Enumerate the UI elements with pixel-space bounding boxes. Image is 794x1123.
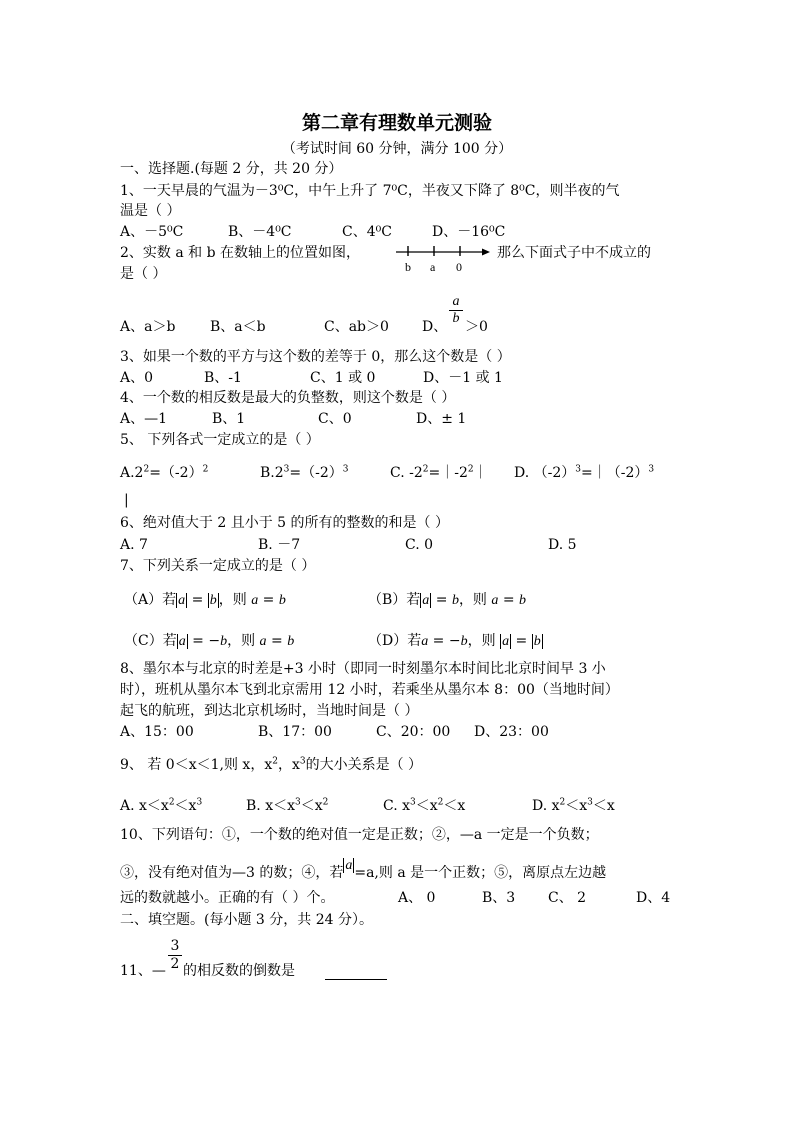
q2-option-d-label: D、 [422,319,448,335]
section-heading-choice: 一、选择题.(每题 2 分，共 20 分） [120,161,343,177]
q7-option-a: （A）若 a = b ，则 a = b [124,592,286,608]
number-line-arrow [482,249,490,256]
q5-option-b-label: B.2 [260,465,284,481]
q9-option-a: A. $x<x^2<x^3$ [120,797,203,814]
q5-option-b: $B.2^3=(-2)^3$ [260,464,349,481]
q2-option-d-suffix: ＞0 [465,319,488,335]
q2-option-c: C、ab＞0 [324,319,389,335]
q5-stem: 5、 下列各式一定成立的是（ ） [120,432,320,448]
q4-option-b: B、1 [212,411,246,427]
q9-option-d: D. $x^2<x^3<x$ [532,797,615,814]
q3-option-b: B、-1 [204,370,242,386]
q9-option-b-label: B. x＜x [246,798,295,814]
q8-stem: 8、墨尔本与北京的时差是+3 小时（即同一时刻墨尔本时间比北京时间早 3 小 [120,661,606,677]
q5-option-d-tail: | [124,492,129,508]
q7-option-d-pre: （D）若 [368,633,422,649]
q8-option-c: C、20：00 [376,724,451,740]
q11-fraction-numerator: 3 [168,938,182,956]
q3-option-d: D、－1 或 1 [423,370,503,386]
q9-option-c: C. $x^3<x^2<x$ [383,797,466,814]
q10-option-b: B、3 [482,890,516,906]
q10-option-c: C、 2 [548,890,587,906]
q6-option-b: B. －7 [258,537,301,553]
q9-option-d-label: D. x [532,798,560,814]
q7-option-c: （C）若 a = −b，则 a = b [124,633,295,649]
q7-option-d: （D）若a = −b，则 a = b [368,633,541,649]
q5-option-d-label: D. （-2） [514,465,576,481]
q4-option-a: A、—1 [120,411,168,427]
q11-fraction-denominator: 2 [170,956,180,972]
q2-fraction-a-over-b: a b [449,294,463,327]
q9-stem: 9、 若 0＜x＜1,则 x，$x^2$，$x^3$的大小关系是（ ） [120,756,423,773]
q8-option-d: D、23：00 [474,724,549,740]
q5-option-a-label: A.2 [120,465,144,481]
q7-option-b-mid: ，则 [458,592,487,608]
q5-option-a: $A.2^2=(-2)^2$ [120,464,209,481]
q7-option-c-pre: （C）若 [124,633,177,649]
q2-stem-end: 是（ ） [120,266,167,282]
q2-stem-cont: 那么下面式子中不成立的 [497,245,651,261]
q4-option-d: D、± 1 [416,411,467,427]
q10-option-d: D、4 [636,890,671,906]
q11-answer-blank[interactable] [325,963,387,980]
q7-option-a-mid: ，则 [218,592,247,608]
q9-stem-pre: 9、 若 0＜x＜1,则 x，x [120,757,273,773]
q7-option-d-mid: ，则 [467,633,496,649]
number-line-figure [392,240,492,276]
q2-stem: 2、实数 a 和 b 在数轴上的位置如图， [120,245,361,261]
q11-prefix: 11、— [120,963,166,979]
q1-stem-cont: 温是（ ） [120,203,181,219]
q6-stem: 6、绝对值大于 2 且小于 5 的所有的整数的和是（ ） [120,515,449,531]
q1-option-a: A、－5⁰C [120,224,184,240]
q9-option-a-label: A. x＜x [120,798,169,814]
q4-option-c: C、0 [318,411,352,427]
q8-option-b: B、17：00 [258,724,332,740]
q5-option-d: D. $(-2)^3=|(-2)^3$ [514,464,655,481]
q8-stem-cont: 时），班机从墨尔本飞到北京需用 12 小时，若乘坐从墨尔本 8：00（当地时间） [120,682,619,698]
axis-label-b: b [405,260,411,274]
q10-stem-end: 远的数就越小。正确的有（ ）个。 [120,890,335,906]
q3-option-a: A、0 [120,370,154,386]
q9-option-c-label: C. x [383,798,411,814]
q1-option-b: B、－4⁰C [228,224,292,240]
q1-option-d: D、－16⁰C [432,224,506,240]
q7-stem: 7、下列关系一定成立的是（ ） [120,558,316,574]
page-subtitle: （考试时间 60 分钟，满分 100 分） [281,141,513,157]
q6-option-d: D. 5 [548,537,577,553]
q1-stem: 1、一天早晨的气温为－3⁰C，中午上升了 7⁰C，半夜又下降了 8⁰C，则半夜的气 [120,183,620,199]
q3-stem: 3、如果一个数的平方与这个数的差等于 0，那么这个数是（ ） [120,349,511,365]
q7-option-b: （B）若 a = b，则 a = b [368,592,527,608]
q3-option-c: C、1 或 0 [310,370,376,386]
q1-option-c: C、4⁰C [342,224,392,240]
q6-option-a: A. 7 [120,537,148,553]
q4-stem: 4、一个数的相反数是最大的负整数，则这个数是（ ） [120,390,456,406]
q6-option-c: C. 0 [405,537,434,553]
q8-option-a: A、15：00 [120,724,194,740]
q11-stem: 的相反数的倒数是 [183,963,295,979]
q11-fraction [168,938,182,973]
q9-stem-post: 的大小关系是（ ） [305,757,423,773]
axis-label-zero: 0 [456,260,462,274]
q2-option-b: B、a＜b [210,319,266,335]
q2-option-a: A、a＞b [120,319,176,335]
q10-stem-cont-pre: ③，没有绝对值为—3 的数；④，若 [120,865,344,881]
q7-option-b-pre: （B）若 [368,592,421,608]
q10-stem-cont: ③，没有绝对值为—3 的数；④，若 a =a,则 a 是一个正数；⑤，离原点左边越 [120,858,607,881]
q7-option-a-pre: （A）若 [124,592,177,608]
q2-option-d [422,318,447,336]
q9-stem-mid: ，x [277,757,300,773]
q10-stem: 10、下列语句：①，一个数的绝对值一定是正数；②，—a 一定是一个负数； [120,827,599,843]
page-title: 第二章有理数单元测验 [301,112,492,134]
q7-option-c-mid: ，则 [227,633,256,649]
q5-option-c-label: C. -2 [390,465,423,481]
q8-stem-end: 起飞的航班，到达北京机场时，当地时间是（ ） [120,703,419,719]
axis-label-a: a [430,260,436,274]
q5-option-c: C. $-2^2=|-2^2|$ [390,464,488,481]
section-heading-fill: 二、填空题。(每小题 3 分，共 24 分）。 [120,912,373,928]
q9-option-b: B. $x<x^3<x^2$ [246,797,329,814]
q10-option-a: A、 0 [398,890,436,906]
q10-stem-cont-post: =a,则 a 是一个正数；⑤，离原点左边越 [354,865,607,881]
